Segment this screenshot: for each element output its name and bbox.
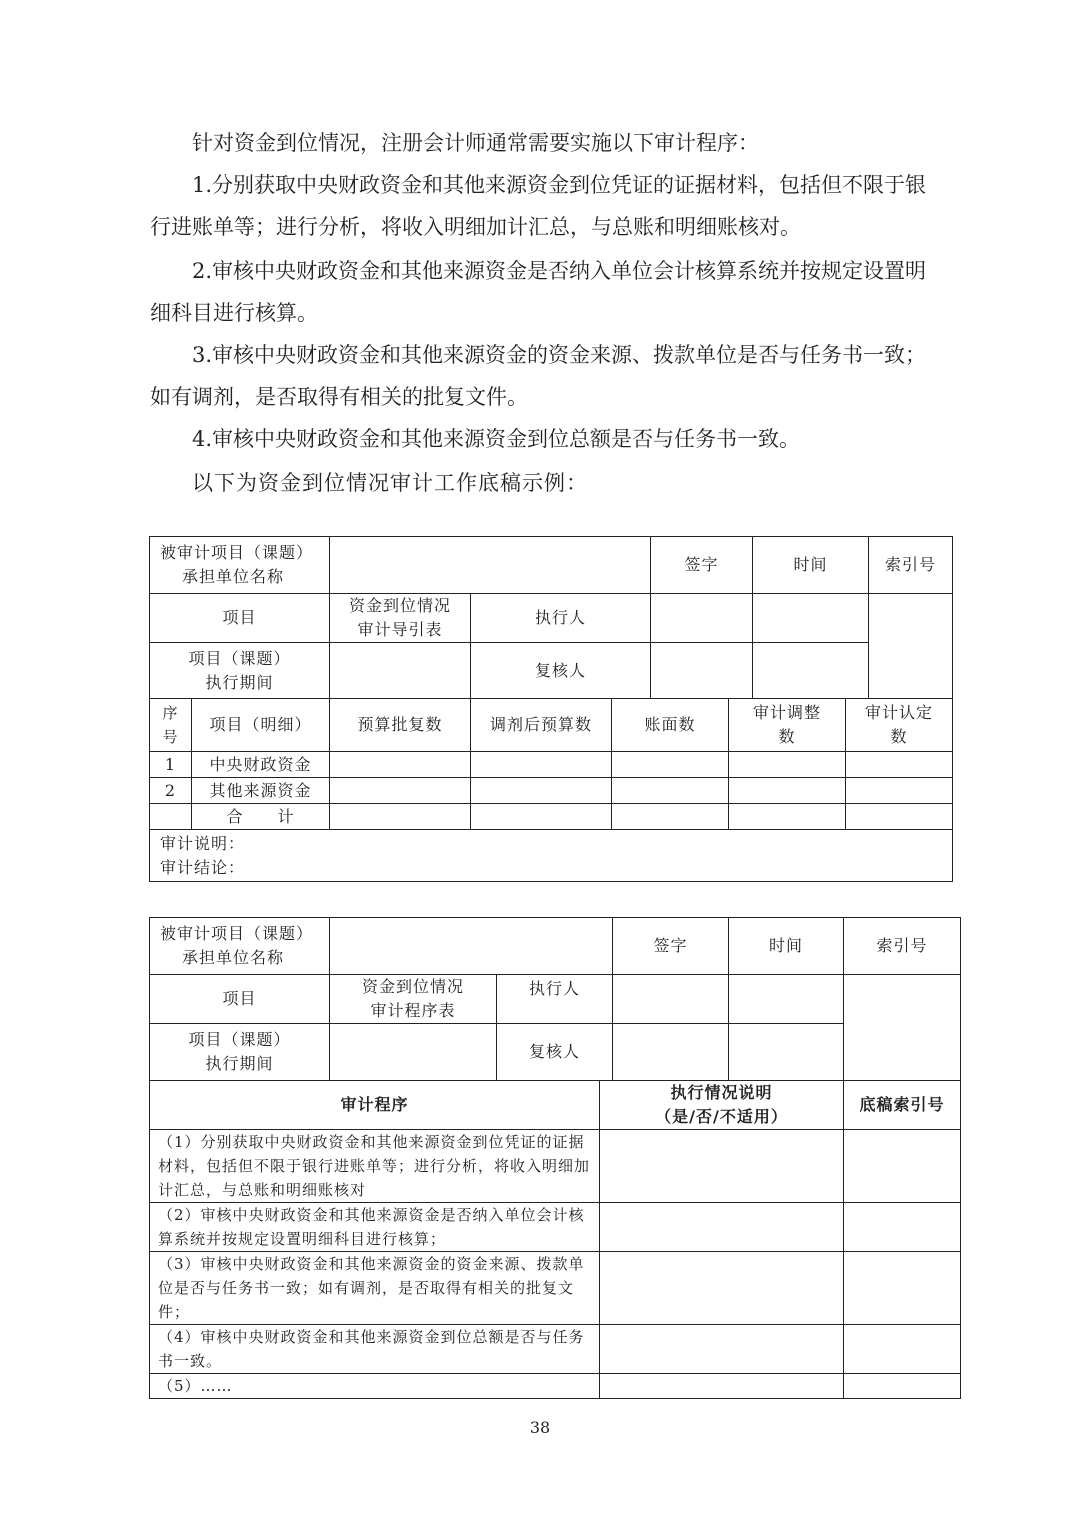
col-status-header: 执行情况说明 （是/否/不适用） [600, 1081, 844, 1130]
col-audit-confirm-header: 审计认定 数 [846, 699, 953, 752]
executor-label: 执行人 [497, 975, 613, 1024]
executor-label: 执行人 [471, 594, 651, 643]
col-seq-header: 序 号 [150, 699, 192, 752]
procedure-paragraph-4: 4.审核中央财政资金和其他来源资金到位总额是否与任务书一致。 [192, 427, 801, 451]
audit-conclusion-label: 审计结论： [160, 857, 246, 877]
audited-unit-label: 被审计项目（课题） 承担单位名称 [150, 537, 330, 594]
audited-unit-value [330, 918, 613, 975]
item-label: 项目 [150, 975, 330, 1024]
signature-header: 签字 [651, 537, 753, 594]
table-row [150, 778, 953, 804]
executor-time [729, 975, 844, 1024]
procedure-text: （1）分别获取中央财政资金和其他来源资金到位凭证的证据材料，包括但不限于银行进账单等；进行分析，将收入明细加计汇总，与总账和明细账核对 [150, 1130, 600, 1203]
funding-guide-table [149, 536, 953, 882]
reviewer-signature [613, 1024, 729, 1081]
page-number: 38 [529, 1418, 551, 1437]
reviewer-label: 复核人 [471, 643, 651, 699]
executor-time [753, 594, 869, 643]
audited-unit-label: 被审计项目（课题） 承担单位名称 [150, 918, 330, 975]
total-label: 合 计 [192, 804, 330, 830]
col-adjusted-header: 调剂后预算数 [471, 699, 612, 752]
sheet-title: 资金到位情况 审计导引表 [330, 594, 471, 643]
procedure-text: （2）审核中央财政资金和其他来源资金是否纳入单位会计核算系统并按规定设置明细科目进行核算； [150, 1203, 600, 1252]
period-label: 项目（课题） 执行期间 [150, 1024, 330, 1081]
procedure-paragraph-1: 1.分别获取中央财政资金和其他来源资金到位凭证的证据材料，包括但不限于银行进账单等；进行分析，将收入明细加计汇总，与总账和明细账核对。 [150, 173, 927, 239]
reviewer-label: 复核人 [497, 1024, 613, 1081]
procedure-text: （3）审核中央财政资金和其他来源资金的资金来源、拨款单位是否与任务书一致；如有调剂，是否取得有相关的批复文件； [150, 1252, 600, 1325]
procedure-text: （4）审核中央财政资金和其他来源资金到位总额是否与任务书一致。 [150, 1325, 600, 1374]
time-header: 时间 [729, 918, 844, 975]
col-audit-adjust-header: 审计调整 数 [729, 699, 846, 752]
col-budget-header: 预算批复数 [330, 699, 471, 752]
item-label: 项目 [150, 594, 330, 643]
audit-note-label: 审计说明： [160, 833, 246, 853]
procedure-row [150, 1374, 961, 1399]
sheet-title: 资金到位情况 审计程序表 [330, 975, 497, 1024]
procedure-row [150, 1203, 961, 1252]
funding-procedure-table [149, 917, 961, 1399]
col-book-header: 账面数 [612, 699, 729, 752]
reviewer-time [729, 1024, 844, 1081]
reviewer-signature [651, 643, 753, 699]
executor-signature [651, 594, 753, 643]
period-value [330, 643, 471, 699]
col-item-header: 项目（明细） [192, 699, 330, 752]
table-row [150, 752, 953, 778]
total-row [150, 804, 953, 830]
signature-header: 签字 [613, 918, 729, 975]
index-header: 索引号 [844, 918, 961, 975]
procedure-paragraph-3: 3.审核中央财政资金和其他来源资金的资金来源、拨款单位是否与任务书一致；如有调剂，是否取得有相关的批复文件。 [150, 343, 927, 409]
procedure-paragraph-2: 2.审核中央财政资金和其他来源资金是否纳入单位会计核算系统并按规定设置明细科目进行核算。 [150, 259, 927, 325]
row-name: 中央财政资金 [192, 752, 330, 778]
procedure-text: （5）…… [150, 1374, 600, 1399]
period-value [330, 1024, 497, 1081]
period-label: 项目（课题） 执行期间 [150, 643, 330, 699]
procedure-row [150, 1252, 961, 1325]
procedure-row [150, 1130, 961, 1203]
example-intro: 以下为资金到位情况审计工作底稿示例： [192, 471, 588, 495]
audit-notes [150, 830, 953, 882]
index-value [844, 975, 961, 1081]
intro-paragraph: 针对资金到位情况，注册会计师通常需要实施以下审计程序： [192, 131, 759, 155]
index-value [869, 594, 953, 699]
row-name: 其他来源资金 [192, 778, 330, 804]
row-seq: 2 [150, 778, 192, 804]
executor-signature [613, 975, 729, 1024]
col-ref-header: 底稿索引号 [844, 1081, 961, 1130]
col-procedure-header: 审计程序 [150, 1081, 600, 1130]
procedure-row [150, 1325, 961, 1374]
audited-unit-value [330, 537, 651, 594]
reviewer-time [753, 643, 869, 699]
time-header: 时间 [753, 537, 869, 594]
index-header: 索引号 [869, 537, 953, 594]
row-seq: 1 [150, 752, 192, 778]
